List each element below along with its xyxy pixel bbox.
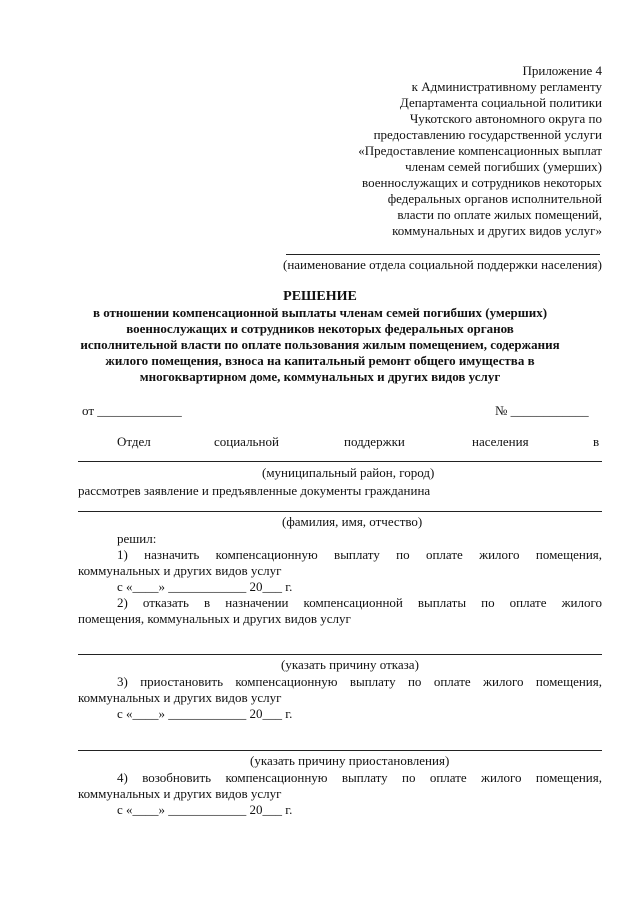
subtitle-line: военнослужащих и сотрудников некоторых федеральных органов <box>126 321 514 336</box>
dept-word: населения <box>472 434 529 449</box>
appendix-line: военнослужащих и сотрудников некоторых <box>362 175 602 190</box>
refusal-caption: (указать причину отказа) <box>281 657 419 672</box>
appendix-line: коммунальных и других видов услуг» <box>392 223 602 238</box>
suspension-reason-line[interactable] <box>78 750 602 751</box>
subtitle-line: в отношении компенсационной выплаты членам семей погибших (умерших) <box>92 305 548 320</box>
appendix-line: членам семей погибших (умерших) <box>405 159 602 174</box>
appendix-line: власти по оплате жилых помещений, <box>397 207 602 222</box>
item-text: коммунальных и других видов услуг <box>78 690 282 705</box>
considered-text: рассмотрев заявление и предъявленные документы гражданина <box>78 483 431 498</box>
appendix-line: «Предоставление компенсационных выплат <box>358 143 602 158</box>
decided-text: решил: <box>117 531 157 546</box>
appendix-line: Приложение 4 <box>522 63 602 78</box>
subtitle-line: многоквартирном доме, коммунальных и других видов услуг <box>139 369 501 384</box>
date-field[interactable]: от _____________ <box>82 403 182 418</box>
item-date[interactable]: с «____» ____________ 20___ г. <box>117 579 293 594</box>
item-date[interactable]: с «____» ____________ 20___ г. <box>117 802 293 817</box>
refusal-reason-line[interactable] <box>78 654 602 655</box>
item-text: 4) возобновить компенсационную выплату по оплате жилого помещения, <box>117 770 602 785</box>
municipality-caption: (муниципальный район, город) <box>262 465 435 480</box>
department-caption: (наименование отдела социальной поддержки населения) <box>282 257 602 272</box>
subtitle-line: жилого помещения, взноса на капитальный ремонт общего имущества в <box>105 353 535 368</box>
appendix-line: Департамента социальной политики <box>399 95 602 110</box>
document-title: РЕШЕНИЕ <box>283 289 357 304</box>
dept-word: социальной <box>214 434 279 449</box>
dept-word: Отдел <box>117 434 151 449</box>
municipality-field-line[interactable] <box>78 461 602 462</box>
suspension-caption: (указать причину приостановления) <box>250 753 450 768</box>
subtitle-line: исполнительной власти по оплате пользования жилым помещением, содержания <box>80 337 560 352</box>
item-text: коммунальных и других видов услуг <box>78 786 282 801</box>
appendix-line: федеральных органов исполнительной <box>387 191 602 206</box>
item-text: помещения, коммунальных и других видов услуг <box>78 611 351 626</box>
appendix-line: предоставлению государственной услуги <box>373 127 602 142</box>
appendix-line: к Административному регламенту <box>411 79 602 94</box>
fio-caption: (фамилия, имя, отчество) <box>282 514 423 529</box>
item-date[interactable]: с «____» ____________ 20___ г. <box>117 706 293 721</box>
dept-word: в <box>593 434 600 449</box>
fio-field-line[interactable] <box>78 511 602 512</box>
department-field-line[interactable] <box>286 254 600 255</box>
item-text: 2) отказать в назначении компенсационной выплаты по оплате жилого <box>117 595 602 610</box>
appendix-line: Чукотского автономного округа по <box>409 111 602 126</box>
item-text: коммунальных и других видов услуг <box>78 563 282 578</box>
item-text: 3) приостановить компенсационную выплату по оплате жилого помещения, <box>117 674 602 689</box>
number-field[interactable]: № ____________ <box>495 403 589 418</box>
item-text: 1) назначить компенсационную выплату по оплате жилого помещения, <box>117 547 602 562</box>
dept-word: поддержки <box>344 434 405 449</box>
